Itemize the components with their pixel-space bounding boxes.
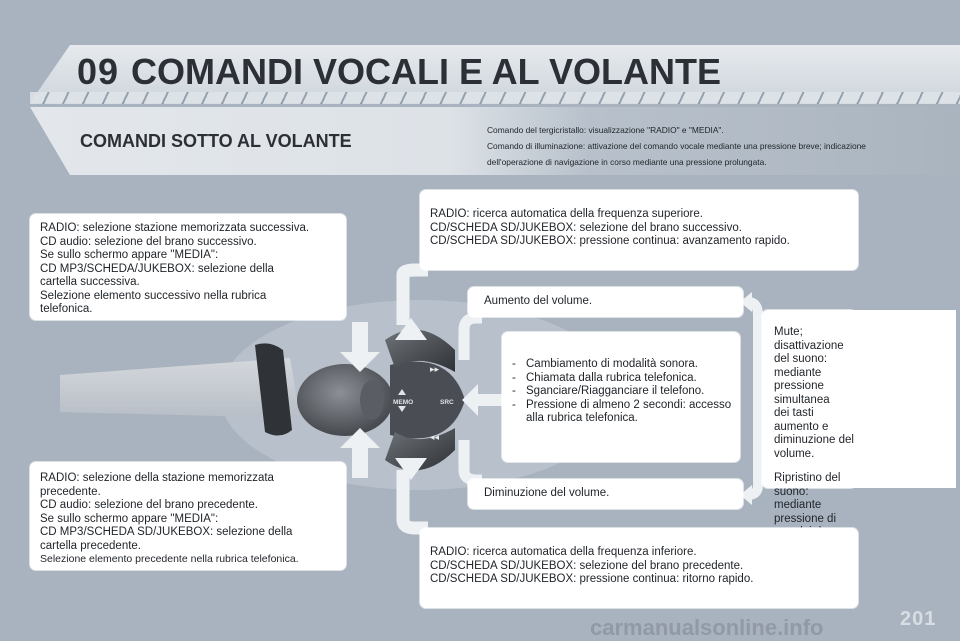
scroll-wheel [360,380,384,420]
seek-up-box [420,190,858,270]
list-item: - Sganciare/Riagganciare il telefono. [512,385,740,399]
memo-label: MEMO [393,399,414,406]
section-note-line: Comando del tergicristallo: visualizzazione "RADIO" e "MEDIA". [487,125,724,135]
list-item: - Pressione di almeno 2 secondi: accesso alla rubrica telefonica. [512,399,740,426]
box-line: cartella precedente. [40,539,142,552]
section-note-line: dell'operazione di navigazione in corso mediante una pressione prolungata. [487,157,767,167]
mute-box [762,310,856,525]
volume-down-box [468,479,743,509]
section-note-line: Comando di illuminazione: attivazione del comando vocale mediante una pressione breve; indicazione [487,141,866,151]
box-line: CD audio: selezione del brano successivo. [40,235,257,248]
box-line: CD/SCHEDA SD/JUKEBOX: pressione continua: avanzamento rapido. [430,235,790,247]
box-line: RADIO: ricerca automatica della frequenza superiore. [430,208,703,220]
box-line: CD/SCHEDA SD/JUKEBOX: selezione del brano precedente. [430,559,744,572]
box-line: Diminuzione del volume. [484,487,610,499]
next-preset-box [30,214,346,320]
src-label: SRC [440,399,454,406]
list-item: - Chiamata dalla rubrica telefonica. [512,372,740,386]
seek-down-box [420,528,858,608]
prev-button-glyph: ◂◂ [430,433,440,443]
box-line: diminuzione del volume. [774,434,854,460]
box-line: cartella successiva. [40,276,140,288]
list-item: - Cambiamento di modalità sonora. [512,358,740,372]
box-line: CD/SCHEDA SD/JUKEBOX: selezione del brano successivo. [430,221,742,234]
box-line: Selezione elemento precedente nella rubrica telefonica. [40,553,299,565]
previous-preset-box [30,462,346,570]
box-line: telefonica. [40,303,93,315]
page-number: 201 [900,608,937,630]
box-line: Se sullo schermo appare "MEDIA": [40,249,219,261]
box-line: pressione simultanea [774,380,830,406]
src-list [512,358,740,426]
chapter-number: 09 [77,51,120,92]
box-line: CD audio: selezione del brano precedente. [40,499,259,511]
page-title: COMANDI VOCALI E AL VOLANTE [131,51,722,92]
box-line: Mute; disattivazione [774,326,844,352]
box-line: RADIO: selezione stazione memorizzata successiva. [40,222,310,234]
box-line: dei tasti aumento e [774,407,829,433]
box-line: CD MP3/SCHEDA SD/JUKEBOX: selezione della [40,526,293,538]
box-line: del suono: mediante [774,353,828,379]
watermark: carmanualsonline.info [590,615,824,640]
box-line: mediante pressione di [774,499,837,525]
box-line: RADIO: ricerca automatica della frequenza inferiore. [430,546,697,558]
box-line: Ripristino del suono: [774,472,841,498]
src-box [502,332,740,462]
box-line: Selezione elemento successivo nella rubrica [40,289,267,302]
box-line: RADIO: selezione della stazione memorizzata [40,472,274,484]
volume-up-box [468,287,743,317]
mute-bracket [748,302,758,495]
next-button-glyph: ▸▸ [430,365,440,375]
section-title: COMANDI SOTTO AL VOLANTE [80,131,352,151]
box-line: CD MP3/SCHEDA/JUKEBOX: selezione della [40,262,274,275]
box-line: Aumento del volume. [484,295,593,307]
box-line: precedente. [40,485,101,498]
mute-paragraph [774,326,856,461]
box-line: Se sullo schermo appare "MEDIA": [40,512,219,525]
box-line: CD/SCHEDA SD/JUKEBOX: pressione continua: ritorno rapido. [430,573,754,585]
